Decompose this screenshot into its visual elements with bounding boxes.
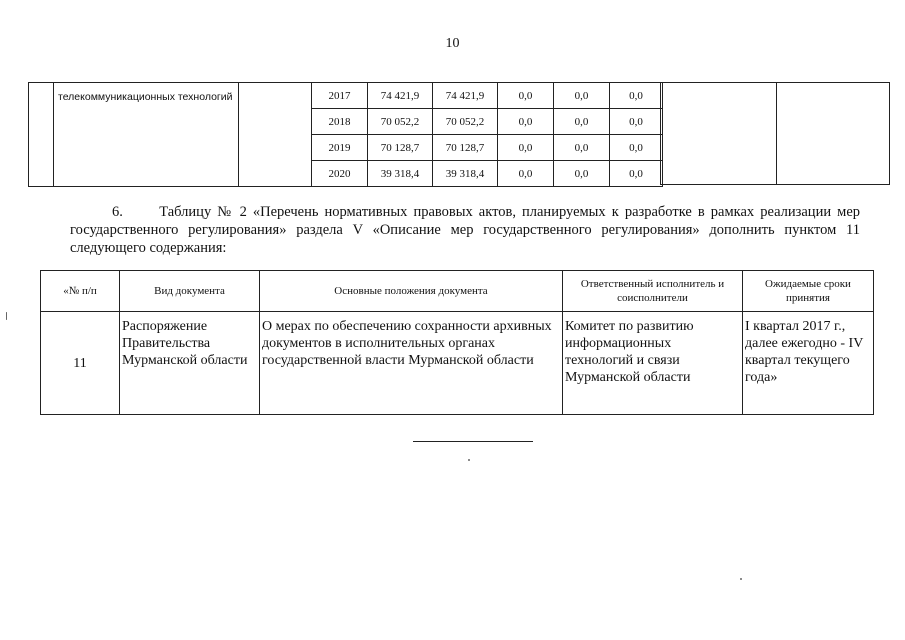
table-row <box>41 312 874 415</box>
scan-mark <box>468 459 470 461</box>
doc-type-cell: Распоряжение Правительства Мурманской области <box>120 312 260 415</box>
value-cell: 0,0 <box>610 161 663 187</box>
deadline-cell: I квартал 2017 г., далее ежегодно - IV квартал текущего года» <box>743 312 874 415</box>
legal-acts-table <box>40 270 874 415</box>
value-cell: 0,0 <box>554 161 610 187</box>
paragraph-text: Таблицу № 2 «Перечень нормативных правовых актов, планируемых к разработке в рамках реализации мер государственного регулирования» раздела V «Описание мер государственного регулирования» дополнить пунктом 11 следующего содержания: <box>70 204 861 256</box>
value-cell: 70 052,2 <box>433 109 498 135</box>
table-row <box>29 83 663 109</box>
value-cell: 0,0 <box>498 83 554 109</box>
value-cell: 0,0 <box>610 109 663 135</box>
value-cell: 0,0 <box>498 135 554 161</box>
value-cell: 39 318,4 <box>368 161 433 187</box>
value-cell: 0,0 <box>554 83 610 109</box>
year-cell: 2020 <box>312 161 368 187</box>
amendment-paragraph <box>70 203 860 257</box>
value-cell: 0,0 <box>610 83 663 109</box>
provisions-cell: О мерах по обеспечению сохранности архивных документов в исполнительных органах государственной власти Мурманской области <box>260 312 563 415</box>
column-divider <box>776 83 777 184</box>
empty-columns-box <box>660 82 890 185</box>
responsible-cell: Комитет по развитию информационных технологий и связи Мурманской области <box>563 312 743 415</box>
value-cell: 70 128,7 <box>368 135 433 161</box>
scan-mark <box>6 312 7 320</box>
scan-mark <box>740 578 742 580</box>
value-cell: 0,0 <box>498 109 554 135</box>
year-cell: 2018 <box>312 109 368 135</box>
value-cell: 0,0 <box>554 135 610 161</box>
continuation-table <box>28 82 663 187</box>
value-cell: 74 421,9 <box>433 83 498 109</box>
year-cell: 2019 <box>312 135 368 161</box>
header-responsible: Ответственный исполнитель и соисполнители <box>563 271 743 312</box>
table-cell <box>29 83 54 187</box>
year-cell: 2017 <box>312 83 368 109</box>
paragraph-number: 6. <box>112 204 123 220</box>
header-deadline: Ожидаемые сроки принятия <box>743 271 874 312</box>
table-header-row <box>41 271 874 312</box>
value-cell: 39 318,4 <box>433 161 498 187</box>
header-num: «№ п/п <box>41 271 120 312</box>
end-rule <box>413 441 533 442</box>
header-provisions: Основные положения документа <box>260 271 563 312</box>
header-doc-type: Вид документа <box>120 271 260 312</box>
value-cell: 70 128,7 <box>433 135 498 161</box>
value-cell: 0,0 <box>498 161 554 187</box>
row-num-cell: 11 <box>41 312 120 415</box>
value-cell: 0,0 <box>610 135 663 161</box>
page-number: 10 <box>445 36 460 51</box>
value-cell: 0,0 <box>554 109 610 135</box>
table-cell <box>239 83 312 187</box>
value-cell: 70 052,2 <box>368 109 433 135</box>
value-cell: 74 421,9 <box>368 83 433 109</box>
program-name-cell: телекоммуникационных технологий <box>54 83 239 187</box>
